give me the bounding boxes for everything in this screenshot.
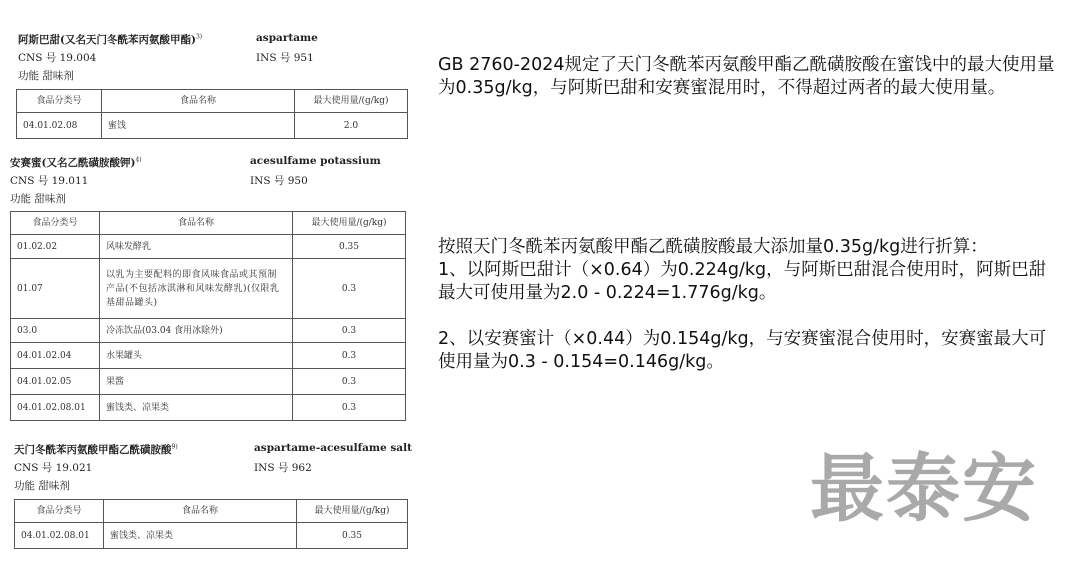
acesulfame-table	[10, 211, 406, 421]
cell-food: 风味发酵乳	[100, 235, 293, 259]
note-paragraph-1	[438, 54, 1063, 100]
aspartame-cns: CNS 号 19.004	[18, 52, 97, 64]
note-text-1: GB 2760-2024规定了天门冬酰苯丙氨酸甲酯乙酰磺胺酸在蜜饯中的最大使用量为0.35g/kg，与阿斯巴甜和安赛蜜混用时，不得超过两者的最大使用量。	[438, 55, 1055, 98]
salt-ins: INS 号 962	[254, 462, 312, 474]
cell-code: 01.02.02	[11, 235, 100, 259]
cell-code: 04.01.02.08.01	[11, 395, 100, 421]
aspartame-title-cn: 阿斯巴甜(又名天门冬酰苯丙氨酸甲酯)$^{3)}$	[18, 33, 203, 46]
table-header-row	[17, 90, 408, 113]
cell-level: 0.35	[297, 523, 408, 549]
cell-food: 蜜饯	[102, 113, 295, 139]
cell-level: 0.3	[293, 395, 406, 421]
cell-level: 0.35	[293, 235, 406, 259]
acesulfame-title-row	[10, 155, 410, 173]
salt-table	[14, 499, 408, 549]
cell-level: 0.3	[293, 319, 406, 343]
header-category-code: 食品分类号	[11, 212, 100, 235]
cell-code: 04.01.02.08	[17, 113, 102, 139]
acesulfame-title-en: acesulfame potassium	[250, 155, 381, 167]
cell-level: 0.3	[293, 343, 406, 369]
acesulfame-section	[10, 155, 410, 209]
aspartame-meta-row	[18, 50, 418, 68]
header-food-name: 食品名称	[102, 90, 295, 113]
table-row	[17, 113, 408, 139]
cell-food: 蜜饯类、凉果类	[100, 395, 293, 421]
acesulfame-meta-row	[10, 173, 410, 191]
aspartame-ins: INS 号 951	[256, 52, 314, 64]
table-row	[11, 235, 406, 259]
acesulfame-function: 功能 甜味剂	[10, 193, 66, 205]
aspartame-table	[16, 89, 408, 139]
cell-level: 0.3	[293, 259, 406, 319]
aspartame-section	[18, 32, 418, 86]
note-calc-aspartame: 1、以阿斯巴甜计（×0.64）为0.224g/kg，与阿斯巴甜混合使用时，阿斯巴甜最大可使用量为2.0 - 0.224=1.776g/kg。	[438, 260, 1047, 303]
cell-code: 04.01.02.04	[11, 343, 100, 369]
cell-level: 2.0	[295, 113, 408, 139]
salt-title-cn: 天门冬酰苯丙氨酸甲酯乙酰磺胺酸$^{9)}$	[14, 443, 178, 456]
salt-title-row	[14, 442, 414, 460]
table-header-row	[11, 212, 406, 235]
acesulfame-title-cn: 安赛蜜(又名乙酰磺胺酸钾)$^{4)}$	[10, 156, 142, 169]
header-category-code: 食品分类号	[17, 90, 102, 113]
table-row	[11, 259, 406, 319]
cell-code: 04.01.02.05	[11, 369, 100, 395]
aspartame-function: 功能 甜味剂	[18, 70, 74, 82]
salt-title-en: aspartame-acesulfame salt	[254, 442, 412, 454]
header-max-level: 最大使用量/(g/kg)	[297, 500, 408, 523]
salt-section	[14, 442, 414, 496]
acesulfame-ins: INS 号 950	[250, 175, 308, 187]
header-category-code: 食品分类号	[15, 500, 104, 523]
header-food-name: 食品名称	[104, 500, 297, 523]
table-row	[11, 369, 406, 395]
salt-cns: CNS 号 19.021	[14, 462, 93, 474]
cell-food: 以乳为主要配料的即食风味食品或其预制产品(不包括冰淇淋和风味发酵乳)(仅限乳基甜品罐头)	[100, 259, 293, 319]
cell-code: 04.01.02.08.01	[15, 523, 104, 549]
cell-food: 冷冻饮品(03.04 食用冰除外)	[100, 319, 293, 343]
header-max-level: 最大使用量/(g/kg)	[295, 90, 408, 113]
cell-food: 水果罐头	[100, 343, 293, 369]
salt-meta-row	[14, 460, 414, 478]
cell-level: 0.3	[293, 369, 406, 395]
table-row	[15, 523, 408, 549]
table-header-row	[15, 500, 408, 523]
acesulfame-cns: CNS 号 19.011	[10, 175, 89, 187]
table-row	[11, 395, 406, 421]
note-paragraph-2	[438, 236, 1063, 374]
note-calc-acesulfame: 2、以安赛蜜计（×0.44）为0.154g/kg，与安赛蜜混合使用时，安赛蜜最大可使用量为0.3 - 0.154=0.146g/kg。	[438, 329, 1047, 372]
note-calc-intro: 按照天门冬酰苯丙氨酸甲酯乙酰磺胺酸最大添加量0.35g/kg进行折算：	[438, 237, 988, 257]
cell-food: 蜜饯类、凉果类	[104, 523, 297, 549]
watermark-logo: 最泰安	[810, 446, 1038, 532]
aspartame-title-row	[18, 32, 418, 50]
table-row	[11, 319, 406, 343]
cell-food: 果酱	[100, 369, 293, 395]
cell-code: 03.0	[11, 319, 100, 343]
salt-function: 功能 甜味剂	[14, 480, 70, 492]
header-food-name: 食品名称	[100, 212, 293, 235]
aspartame-title-en: aspartame	[256, 32, 318, 44]
cell-code: 01.07	[11, 259, 100, 319]
header-max-level: 最大使用量/(g/kg)	[293, 212, 406, 235]
table-row	[11, 343, 406, 369]
